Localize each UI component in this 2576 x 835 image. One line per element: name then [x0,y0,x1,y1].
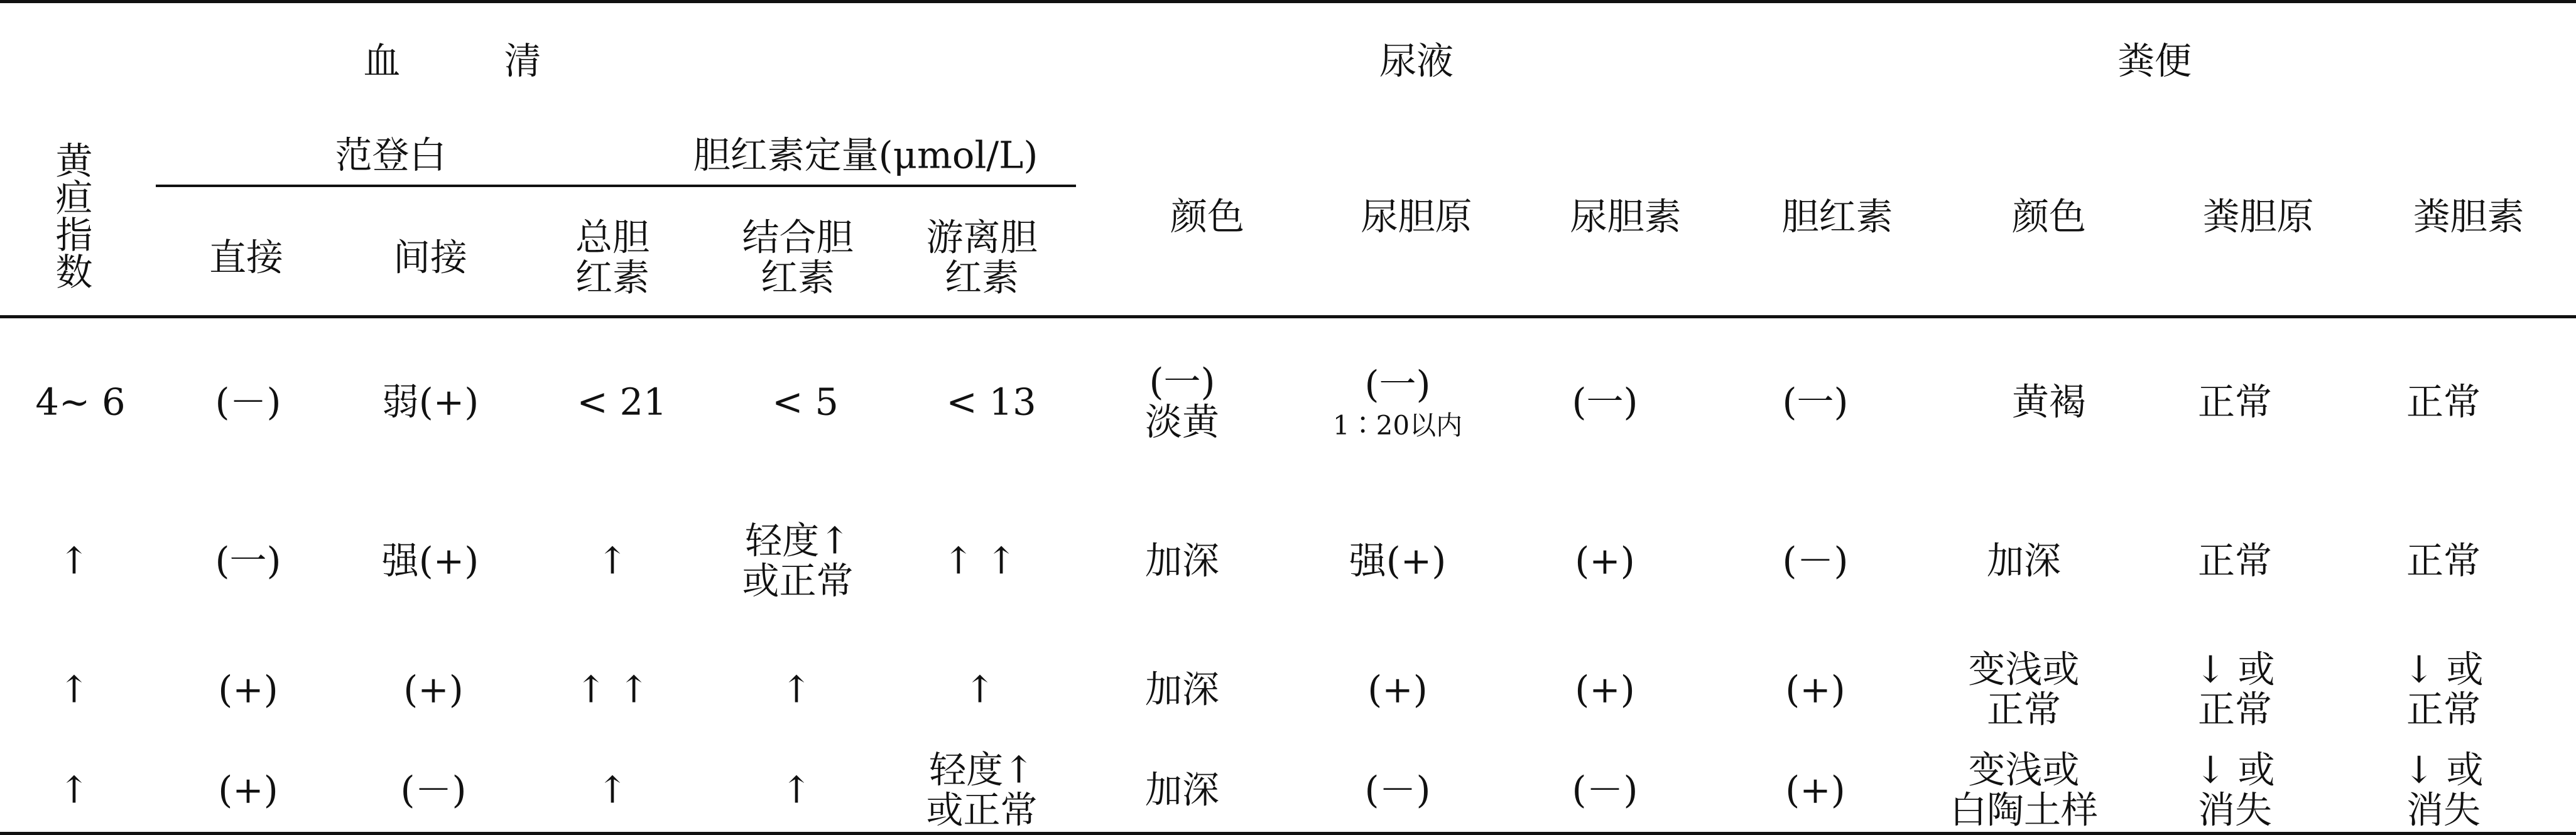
conjugated-bilirubin-header: 结合胆 红素 [742,215,854,299]
row4-stool-color: 变浅或 白陶土样 [1949,748,2099,831]
row3-stercobilinogen: ↓ 或 正常 [2195,647,2275,731]
row2-direct: (一) [215,539,281,583]
row1-bilirubin: (一) [1782,380,1849,424]
row1-conjugated: < 5 [772,380,839,424]
row3-urobilin: (+) [1575,667,1635,711]
row3-total: ↑ ↑ [575,667,649,711]
row3-free: ↑ [964,667,996,711]
row4-conjugated: ↑ [781,768,812,812]
urine-bilirubin-header: 胆红素 [1781,195,1893,239]
row1-stercobilinogen: 正常 [2197,380,2273,424]
stool-group-header: 粪便 [2117,39,2192,83]
row2-urobilinogen: 强(+) [1349,539,1447,583]
serum-subgroup-rule [156,185,1076,187]
indirect-header: 间接 [393,235,468,279]
urine-group-header: 尿液 [1379,39,1454,83]
row2-conjugated: 轻度↑ 或正常 [742,519,854,602]
row2-urine-color: 加深 [1144,539,1220,583]
row4-total: ↑ [597,768,628,812]
van-den-bergh-header: 范登白 [335,133,447,177]
bottom-rule [0,832,2576,835]
row3-indirect: (+) [403,667,464,711]
row1-urobilin: (一) [1572,380,1638,424]
row3-urobilinogen: (+) [1367,667,1428,711]
urobilin-header: 尿胆素 [1570,195,1682,239]
header-bottom-rule [0,315,2576,318]
row3-stool-color: 变浅或 正常 [1968,647,2080,731]
row2-indirect: 强(+) [381,539,479,583]
row1-stool-color: 黄褐 [2011,380,2087,424]
row2-bilirubin: (－) [1782,539,1849,583]
row4-urine-color: 加深 [1144,768,1220,812]
row4-free: 轻度↑ 或正常 [926,748,1038,831]
row4-bilirubin: (+) [1785,768,1845,812]
row3-jaundice-index: ↑ [58,667,90,711]
row3-conjugated: ↑ [781,667,812,711]
row4-jaundice-index: ↑ [58,768,90,812]
row1-urobilinogen-note: 1∶20以内 [1332,410,1463,441]
urobilinogen-header: 尿胆原 [1361,195,1472,239]
row1-indirect: 弱(+) [381,380,479,424]
jaundice-index-header: 黄 疸 指 数 [55,139,93,294]
row1-jaundice-index: 4~ 6 [35,380,126,424]
row3-bilirubin: (+) [1785,667,1845,711]
free-bilirubin-header: 游离胆 红素 [926,215,1038,299]
row2-urobilin: (+) [1575,539,1635,583]
urine-color-header: 颜色 [1170,195,1245,239]
total-bilirubin-header: 总胆 红素 [575,215,650,299]
row4-indirect: (－) [400,768,467,812]
row2-stool-color: 加深 [1986,539,2062,583]
row1-urobilinogen: (一) [1364,362,1431,406]
row3-stercobilin: ↓ 或 正常 [2403,647,2484,731]
row2-stercobilinogen: 正常 [2197,539,2273,583]
stercobilin-header: 粪胆素 [2413,195,2524,239]
row4-direct: (+) [218,768,278,812]
stercobilinogen-header: 粪胆原 [2202,195,2314,239]
row3-direct: (+) [218,667,278,711]
row4-stercobilinogen: ↓ 或 消失 [2195,748,2275,831]
row3-urine-color: 加深 [1144,667,1220,711]
row2-stercobilin: 正常 [2406,539,2481,583]
row1-stercobilin: 正常 [2406,380,2481,424]
bilirubin-quant-header: 胆红素定量(μmol/L) [693,133,1038,177]
row4-stercobilin: ↓ 或 消失 [2403,748,2484,831]
row4-urobilinogen: (－) [1364,768,1431,812]
row1-direct: (－) [215,380,281,424]
stool-color-header: 颜色 [2011,195,2087,239]
row2-free: ↑ ↑ [943,539,1017,583]
row2-total: ↑ [597,539,628,583]
row1-total: < 21 [577,380,667,424]
row1-urine-color: (一) 淡黄 [1144,360,1220,443]
row2-jaundice-index: ↑ [58,539,90,583]
row4-urobilin: (－) [1572,768,1638,812]
direct-header: 直接 [209,235,284,279]
row1-free: < 13 [946,380,1036,424]
serum-group-header: 血 清 [363,39,575,83]
top-rule [0,0,2576,3]
